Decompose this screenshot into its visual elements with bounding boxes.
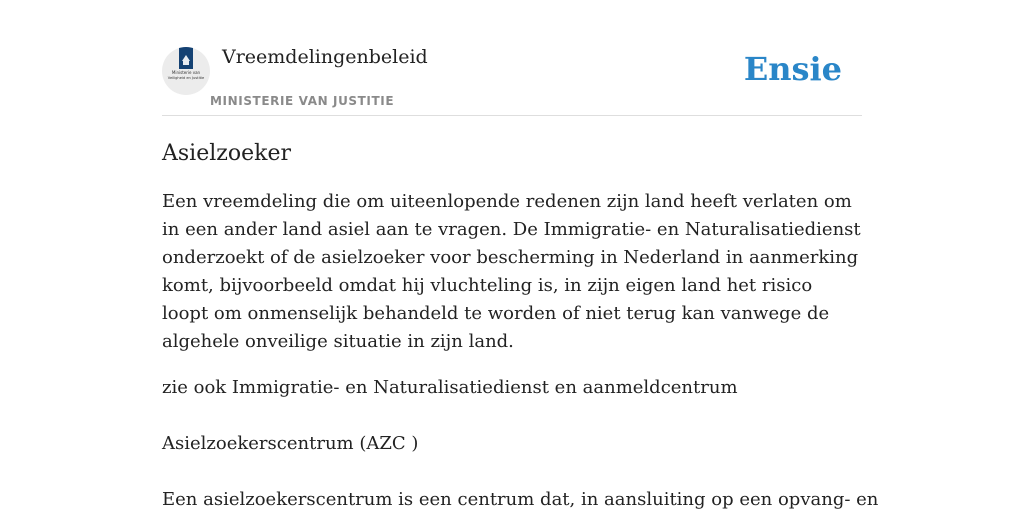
ministry-logo[interactable] — [162, 47, 210, 95]
next-entry-definition: Een asielzoekerscentrum is een centrum dat, in aansluiting op een opvang- en — [162, 489, 879, 510]
see-also-text: zie ook Immigratie- en Naturalisatiedienst en aanmeldcentrum — [162, 377, 738, 398]
organization-name: MINISTERIE VAN JUSTITIE — [210, 94, 395, 108]
rijksoverheid-crest-icon — [162, 47, 210, 95]
logo-text-line2: Veiligheid en Justitie — [167, 76, 205, 80]
entry-title: Asielzoeker — [162, 141, 291, 166]
page — [162, 0, 879, 512]
entry-content — [162, 138, 879, 512]
ensie-logo-link[interactable]: Ensie — [743, 50, 842, 88]
logo-text-line1: Ministerie van — [171, 70, 201, 75]
next-entry-title: Asielzoekerscentrum (AZC ) — [162, 433, 419, 454]
site-title[interactable]: Vreemdelingenbeleid — [222, 46, 428, 68]
entry-definition: Een vreemdeling die om uiteenlopende redenen zijn land heeft verlaten om in een ander land asiel aan te vragen. De Immigratie- en Naturalisatiedienst onderzoekt of de asielzoeker voor bescherming in Nederland in aanmerking komt, bijvoorbeeld omdat hij vluchteling is, in zijn eigen land het risico loopt om onmenselijk behandeld te worden of niet terug kan vanwege de algehele onveilige situatie in zijn land. — [162, 191, 861, 352]
header — [162, 0, 862, 116]
